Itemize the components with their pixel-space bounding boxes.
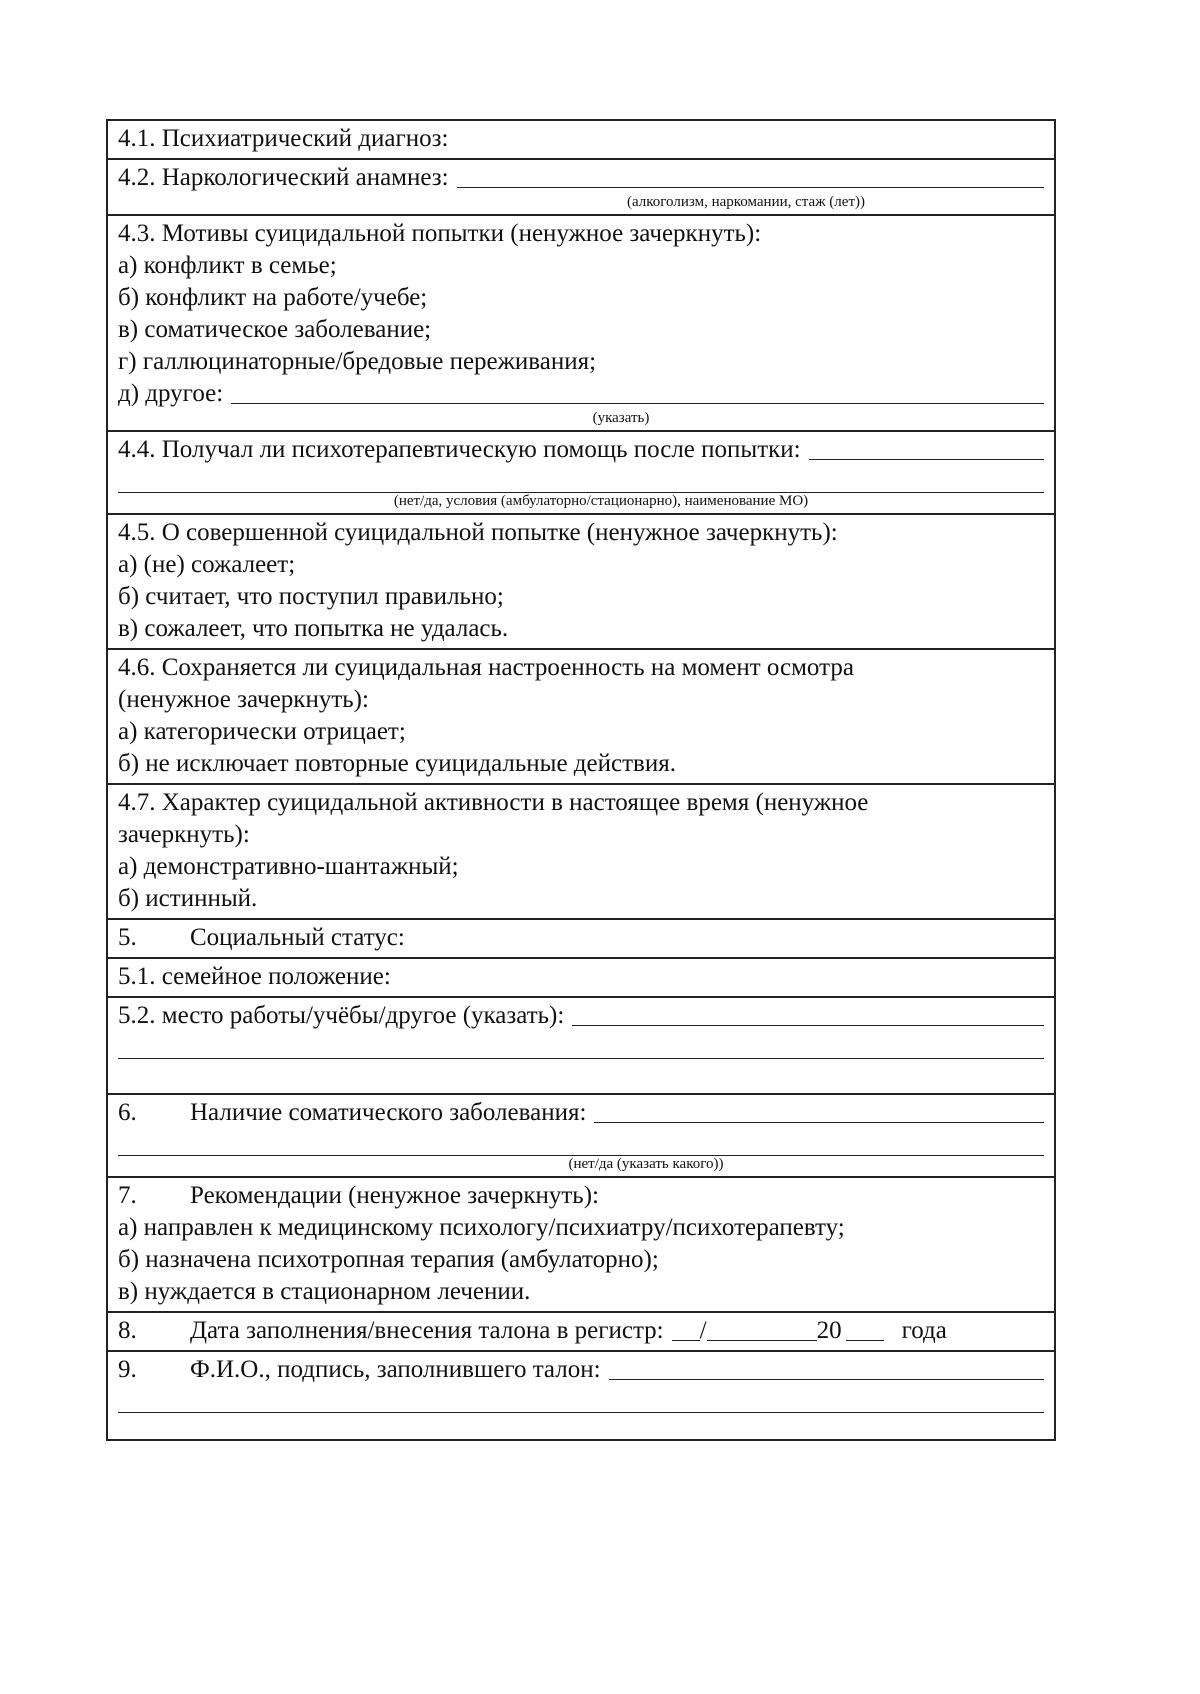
date-year-prefix: 20 xyxy=(816,1317,842,1344)
somatic-disease-field-line2[interactable] xyxy=(118,1129,1044,1156)
motive-other-field[interactable] xyxy=(231,381,1044,404)
section-number: 7. xyxy=(118,1182,137,1209)
recommendation-option[interactable]: в) нуждается в стационарном лечении. xyxy=(118,1278,531,1305)
somatic-disease-label: Наличие соматического заболевания: xyxy=(190,1099,587,1126)
motive-option[interactable]: б) конфликт на работе/учебе; xyxy=(118,284,428,311)
psychotherapy-help-field[interactable] xyxy=(809,437,1044,460)
date-month-field[interactable] xyxy=(707,1318,817,1341)
row-4-1 xyxy=(108,121,1054,158)
section-number: 5. xyxy=(118,924,137,951)
row-6 xyxy=(108,1093,1054,1176)
recommendation-option[interactable]: б) назначена психотропная терапия (амбулаторно); xyxy=(118,1246,659,1273)
row-9 xyxy=(108,1350,1054,1439)
mood-option[interactable]: б) не исключает повторные суицидальные действия. xyxy=(118,750,676,777)
motive-other-hint: (указать) xyxy=(592,410,650,426)
signature-label: Ф.И.О., подпись, заполнившего талон: xyxy=(190,1356,601,1383)
mood-option[interactable]: а) категорически отрицает; xyxy=(118,718,406,745)
suicide-motives-label: 4.3. Мотивы суицидальной попытки (ненужное зачеркнуть): xyxy=(118,220,762,247)
row-4-4 xyxy=(108,430,1054,513)
narcology-history-hint: (алкоголизм, наркомании, стаж (лет)) xyxy=(626,194,865,210)
row-4-5 xyxy=(108,513,1054,648)
motive-option[interactable]: г) галлюцинаторные/бредовые переживания; xyxy=(118,348,597,375)
motive-option[interactable]: а) конфликт в семье; xyxy=(118,252,337,279)
date-slash: / xyxy=(699,1317,707,1344)
signature-field-line2[interactable] xyxy=(118,1386,1044,1413)
attitude-option[interactable]: в) сожалеет, что попытка не удалась. xyxy=(118,615,509,642)
date-day-field[interactable] xyxy=(672,1318,700,1341)
row-4-3 xyxy=(108,214,1054,430)
row-4-2 xyxy=(108,158,1054,214)
fill-date-label: Дата заполнения/внесения талона в регистр: xyxy=(190,1317,664,1344)
signature-field[interactable] xyxy=(609,1357,1044,1380)
section-number: 6. xyxy=(118,1099,137,1126)
activity-character-label-cont: зачеркнуть): xyxy=(118,821,250,848)
row-5 xyxy=(108,918,1054,957)
attempt-attitude-label: 4.5. О совершенной суицидальной попытке (ненужное зачеркнуть): xyxy=(118,519,838,546)
psychiatric-diagnosis-label: 4.1. Психиатрический диагноз: xyxy=(118,125,449,152)
row-7 xyxy=(108,1176,1054,1311)
attitude-option[interactable]: б) считает, что поступил правильно; xyxy=(118,583,504,610)
recommendation-option[interactable]: а) направлен к медицинскому психологу/психиатру/психотерапевту; xyxy=(118,1214,845,1241)
row-8 xyxy=(108,1311,1054,1350)
narcology-history-field[interactable] xyxy=(457,165,1044,188)
psychotherapy-help-hint: (нет/да, условия (амбулаторно/стационарно), наименование МО) xyxy=(393,493,809,509)
workplace-label: 5.2. место работы/учёбы/другое (указать): xyxy=(118,1002,565,1029)
narcology-history-label: 4.2. Наркологический анамнез: xyxy=(118,164,449,191)
somatic-disease-field[interactable] xyxy=(594,1100,1044,1123)
row-4-7 xyxy=(108,783,1054,918)
recommendations-label: Рекомендации (ненужное зачеркнуть): xyxy=(190,1182,599,1209)
activity-option[interactable]: а) демонстративно-шантажный; xyxy=(118,853,459,880)
date-year-field[interactable] xyxy=(846,1318,884,1341)
social-status-label: Социальный статус: xyxy=(190,924,405,951)
section-number: 8. xyxy=(118,1317,137,1344)
motive-option[interactable]: в) соматическое заболевание; xyxy=(118,316,432,343)
marital-status-label: 5.1. семейное положение: xyxy=(118,963,391,990)
workplace-field[interactable] xyxy=(572,1003,1044,1026)
row-5-2 xyxy=(108,996,1054,1093)
suicidal-mood-label: 4.6. Сохраняется ли суицидальная настроенность на момент осмотра xyxy=(118,654,854,681)
row-4-6 xyxy=(108,648,1054,783)
psychotherapy-help-label: 4.4. Получал ли психотерапевтическую помощь после попытки: xyxy=(118,436,801,463)
attitude-option[interactable]: а) (не) сожалеет; xyxy=(118,551,296,578)
section-number: 9. xyxy=(118,1356,137,1383)
row-5-1 xyxy=(108,957,1054,996)
psychotherapy-help-field-line2[interactable] xyxy=(118,466,1044,493)
date-year-word: года xyxy=(901,1317,947,1344)
activity-option[interactable]: б) истинный. xyxy=(118,885,258,912)
activity-character-label: 4.7. Характер суицидальной активности в настоящее время (ненужное xyxy=(118,789,869,816)
form-table xyxy=(106,119,1056,1441)
workplace-field-line2[interactable] xyxy=(118,1032,1044,1059)
suicidal-mood-label-cont: (ненужное зачеркнуть): xyxy=(118,686,369,713)
motive-other-label: д) другое: xyxy=(118,380,224,407)
somatic-disease-hint: (нет/да (указать какого)) xyxy=(568,1156,724,1172)
